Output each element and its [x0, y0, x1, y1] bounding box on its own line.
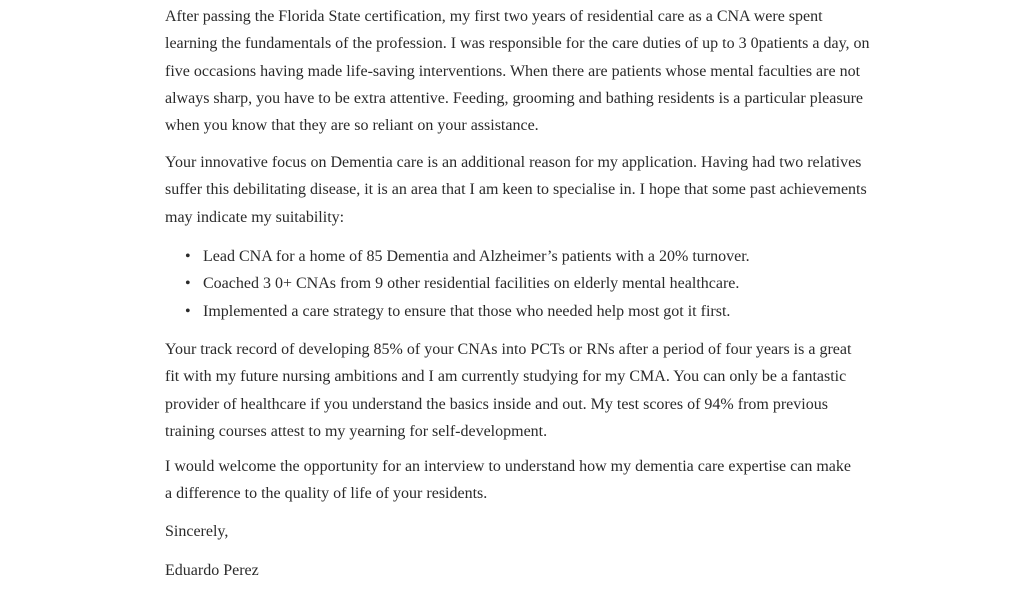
closing-salutation — [165, 518, 228, 545]
list-item: • Coached 3 0+ CNAs from 9 other residential facilities on elderly mental healthcare. — [185, 270, 750, 297]
text-line: Your track record of developing 85% of your CNAs into PCTs or RNs after a period of four years is a great — [165, 341, 852, 358]
text-line: After passing the Florida State certification, my first two years of residential care as a CNA were spent — [165, 8, 823, 25]
signature — [165, 557, 259, 584]
list-item: • Lead CNA for a home of 85 Dementia and Alzheimer’s patients with a 20% turnover. — [185, 243, 750, 270]
text-line: always sharp, you have to be extra attentive. Feeding, grooming and bathing residents is a particular pleasure — [165, 89, 864, 107]
text-line: suffer this debilitating disease, it is an area that I am keen to specialise in. I hope that some past achievements — [165, 181, 867, 199]
paragraph-closing — [165, 453, 851, 508]
text-line: training courses attest to my yearning for self-development. — [165, 422, 548, 440]
paragraph-motivation — [165, 149, 867, 231]
signature-name: Eduardo Perez — [165, 562, 259, 579]
paragraph-fit — [165, 336, 851, 445]
text-line: may indicate my suitability: — [165, 208, 345, 226]
closing-text: Sincerely, — [165, 523, 229, 540]
text-line: I would welcome the opportunity for an interview to understand how my dementia care expertise can make — [165, 458, 851, 475]
text-line: when you know that they are so reliant on your assistance. — [165, 117, 539, 135]
text-line: Your innovative focus on Dementia care is an additional reason for my application. Having had two relatives — [165, 154, 862, 171]
text-line: learning the fundamentals of the profession. I was responsible for the care duties of up to 3 0patients a day, on — [165, 35, 870, 53]
text-line: five occasions having made life-saving interventions. When there are patients whose mental faculties are not — [165, 62, 861, 80]
list-item: • Implemented a care strategy to ensure that those who needed help most got it first. — [185, 298, 750, 325]
text-line: a difference to the quality of life of your residents. — [165, 485, 488, 503]
achievements-list — [185, 243, 750, 325]
paragraph-experience — [165, 3, 870, 139]
text-line: fit with my future nursing ambitions and I am currently studying for my CMA. You can only be a fantastic — [165, 368, 847, 386]
text-line: provider of healthcare if you understand the basics inside and out. My test scores of 94% from previous — [165, 395, 828, 413]
